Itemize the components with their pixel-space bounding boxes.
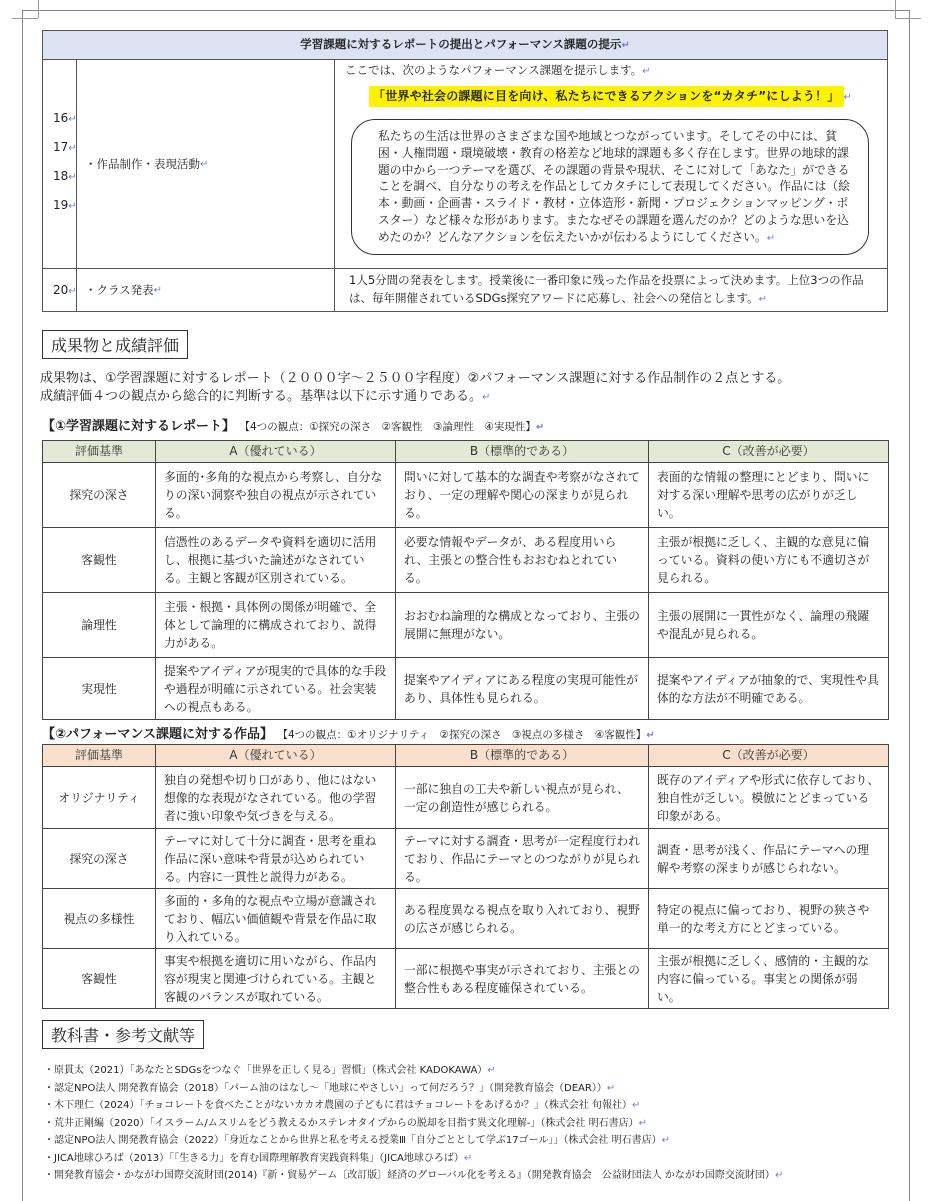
intro-line-2: 成績評価４つの観点から総合的に判断する。基準は以下に示す通りである。 — [40, 389, 483, 404]
crop-mark-top-left — [30, 0, 39, 18]
rubric-cell-c: 表面的な情報の整理にとどまり、問いに対する深い理解や思考の広がりが乏しい。 — [649, 463, 889, 528]
class-presentation-description: 1人5分間の発表をします。授業後に一番印象に残った作品を投票によって決めます。上位3つの作品は、毎年開催されているSDGs探究アワードに応募し、社会への発信とします。↵ — [335, 269, 888, 312]
activity-label: ・クラス発表 — [85, 283, 154, 297]
table-row — [43, 889, 889, 949]
rubric-cell-a: 多面的・多角的な視点や立場が意識されており、幅広い価値観や背景を作品に取り入れている。 — [156, 889, 396, 949]
activity-cell: ・クラス発表 ↵ — [77, 269, 335, 312]
rubric-criterion: 視点の多様性 — [43, 889, 156, 949]
rubric-cell-b: 提案やアイディアにある程度の実現可能性があり、具体性も見られる。 — [396, 658, 649, 720]
rubric-header: B（標準的である） — [396, 745, 649, 767]
table-row — [43, 60, 888, 269]
task-description: ここでは、次のようなパフォーマンス課題を提示します。↵ 「世界や社会の課題に目を向け、私たちにできるアクションを“カタチ”にしよう！」 ↵ 私たちの生活は世界のさまざまな国や地域とつながっています。そしてその中には、貧困・人権問題・環境破壊・教育の格差など地球的課題も多く存在します。世界の地球的課題の中から一つテーマを選び、その課題の背景や現状、そこに対して「あなた」ができることを調べ、自分なりの考えを作品としてカタチにして表現してください。作品には（絵本・動画・企画書・スライド・教材・立体造形・新聞・プロジェクションマッピング・ポスター）など様々な形があります。またなぜその課題を選んだのか？どのような思いを込めたのか？どんなアクションを伝えたいかが伝わるようにしてください。↵ — [335, 60, 888, 269]
list-item: ・木下理仁（2024）「チョコレートを食べたことがないカカオ農園の子どもに君はチョコレートをあげるか？」（株式会社 旬報社）↵ — [44, 1100, 641, 1111]
table-row — [43, 829, 889, 889]
list-item: ・認定NPO法人 開発教育協会（2022）「身近なことから世界と私を考える授業Ⅲ「自分ごととして学ぶ17ゴール」」（株式会社 明石書店）↵ — [44, 1135, 670, 1146]
work-note: 【4つの観点：①オリジナリティ ②探究の深さ ③視点の多様さ ④客観性】 — [277, 729, 647, 741]
crop-mark-top-right — [895, 0, 896, 18]
reference-list — [44, 1062, 904, 1185]
rubric-cell-b: 一部に根拠や事実が示されており、主張との整合性もある程度確保されている。 — [396, 949, 649, 1009]
rubric-cell-c: 調査・思考が浅く、作品にテーマへの理解や考察の深まりが感じられない。 — [649, 829, 889, 889]
rubric-cell-b: テーマに対する調査・思考が一定程度行われており、作品にテーマとのつながりが見られる。 — [396, 829, 649, 889]
rubric-cell-c: 既存のアイディアや形式に依存しており、独自性が乏しい。模倣にとどまっている印象がある。 — [649, 767, 889, 829]
rubric-header: C（改善が必要） — [649, 745, 889, 767]
report-rubric-table — [42, 440, 889, 720]
lesson-number: 20 — [53, 283, 69, 297]
intro-line-1: 成果物は、①学習課題に対するレポート（２０００字～２５００字程度）②パフォーマンス課題に対する作品制作の２点とする。 — [40, 371, 791, 386]
task-bubble-text: 私たちの生活は世界のさまざまな国や地域とつながっています。そしてその中には、貧困・人権問題・環境破壊・教育の格差など地球的課題も多く存在します。世界の地球的課題の中から一つテーマを選び、その課題の背景や現状、そこに対して「あなた」ができることを調べ、自分なりの考えを作品としてカタチにして表現してください。作品には（絵本・動画・企画書・スライド・教材・立体造形・新聞・プロジェクションマッピング・ポスター）など様々な形があります。またなぜその課題を選んだのか？どのような思いを込めたのか？どんなアクションを伝えたいかが伝わるようにしてください。 — [378, 129, 850, 244]
references-heading-text: 教科書・参考文献等 — [51, 1026, 196, 1045]
rubric-cell-b: おおむね論理的な構成となっており、主張の展開に無理がない。 — [396, 593, 649, 658]
list-item: ・荒井正剛編（2020）「イスラーム/ムスリムをどう教えるかステレオタイプからの脱却を目指す異文化理解-」（株式会社 明石書店）↵ — [44, 1117, 647, 1129]
task-lead-text: ここでは、次のようなパフォーマンス課題を提示します。 — [345, 63, 643, 77]
work-subheading: 【②パフォーマンス課題に対する作品】 【4つの観点：①オリジナリティ ②探究の深さ ③視点の多様さ ④客観性】↵ — [42, 727, 655, 742]
report-subheading: 【①学習課題に対するレポート】 【4つの観点：①探究の深さ ②客観性 ③論理性 ④実現性】↵ — [42, 419, 545, 434]
activity-cell: ・作品制作・表現活動 ↵ — [77, 60, 335, 269]
rubric-cell-a: 提案やアイディアが現実的で具体的な手段や過程が明確に示されている。社会実装への視点もある。 — [156, 658, 396, 720]
table-row — [43, 269, 888, 312]
lesson-number: 16 — [53, 111, 69, 125]
rubric-cell-c: 特定の視点に偏っており、視野の狭さや単一的な考え方にとどまっている。 — [649, 889, 889, 949]
table-row — [43, 463, 889, 528]
performance-task-table — [42, 30, 888, 312]
lesson-number: 19 — [53, 198, 69, 212]
crop-mark-top-right-h — [895, 18, 921, 19]
performance-title-text: 学習課題に対するレポートの提出とパフォーマンス課題の提示 — [300, 37, 622, 51]
class-presentation-text: 1人5分間の発表をします。授業後に一番印象に残った作品を投票によって決めます。上位3つの作品は、毎年開催されているSDGs探究アワードに応募し、社会への発信とします。 — [349, 273, 864, 305]
rubric-header: C（改善が必要） — [649, 441, 889, 463]
rubric-cell-c: 主張が根拠に乏しく、主観的な意見に偏っている。資料の使い方にも不適切さが見られる。 — [649, 528, 889, 593]
evaluation-intro: 成果物は、①学習課題に対するレポート（２０００字～２５００字程度）②パフォーマンス課題に対する作品制作の２点とする。 成績評価４つの観点から総合的に判断する。基準は以下に示す通りである。↵ — [40, 371, 791, 404]
rubric-header: A（優れている） — [156, 745, 396, 767]
activity-label: ・作品制作・表現活動 — [85, 157, 200, 171]
rubric-cell-a: 事実や根拠を適切に用いながら、作品内容が現実と関連づけられている。主観と客観のバランスが取れている。 — [156, 949, 396, 1009]
table-row — [43, 767, 889, 829]
rubric-criterion: 探究の深さ — [43, 463, 156, 528]
rubric-criterion: 客観性 — [43, 949, 156, 1009]
lesson-number: 17 — [53, 140, 69, 154]
section-heading-references — [42, 1020, 204, 1049]
table-row — [43, 949, 889, 1009]
table-row — [43, 593, 889, 658]
rubric-header: A（優れている） — [156, 441, 396, 463]
rubric-cell-a: 多面的･多角的な視点から考察し、自分なりの深い洞察や独自の視点が示されている。 — [156, 463, 396, 528]
list-item: ・原貫太（2021）「あなたとSDGsをつなぐ「世界を正しく見る」習慣」（株式会社 KADOKAWA）↵ — [44, 1065, 496, 1076]
evaluation-heading-text: 成果物と成績評価 — [51, 336, 180, 355]
list-item: ・認定NPO法人 開発教育協会（2018）「パーム油のはなし～「地球にやさしい」って何だろう？」（開発教育協会（DEAR））↵ — [44, 1082, 616, 1094]
list-item: ・開発教育協会・かながわ国際交流財団(2014)『新・貿易ゲーム〔改訂版〕経済のグローバル化を考える』（開発教育協会 公益財団法人 かながわ国際交流財団）↵ — [44, 1170, 784, 1181]
work-title: 【②パフォーマンス課題に対する作品】 — [42, 727, 273, 742]
table-row — [43, 528, 889, 593]
rubric-criterion: 論理性 — [43, 593, 156, 658]
rubric-criterion: 実現性 — [43, 658, 156, 720]
rubric-cell-c: 主張の展開に一貫性がなく、論理の飛躍や混乱が見られる。 — [649, 593, 889, 658]
rubric-cell-c: 提案やアイディアが抽象的で、実現性や具体的な方法が不明確である。 — [649, 658, 889, 720]
rubric-cell-b: 一部に独自の工夫や新しい視点が見られ、一定の創造性が感じられる。 — [396, 767, 649, 829]
rubric-cell-a: 信憑性のあるデータや資料を適切に活用し、根拠に基づいた論述がなされている。主観と客観が区別されている。 — [156, 528, 396, 593]
rubric-cell-b: ある程度異なる視点を取り入れており、視野の広さが感じられる。 — [396, 889, 649, 949]
rubric-header: 評価基準 — [43, 441, 156, 463]
crop-mark-top-left-h — [12, 18, 38, 19]
table-row — [43, 658, 889, 720]
lesson-number: 18 — [53, 169, 69, 183]
report-title: 【①学習課題に対するレポート】 — [42, 419, 236, 434]
performance-table-title: 学習課題に対するレポートの提出とパフォーマンス課題の提示↵ — [43, 31, 888, 60]
rubric-header: 評価基準 — [43, 745, 156, 767]
work-rubric-table — [42, 744, 889, 1009]
rubric-cell-b: 必要な情報やデータが、ある程度用いられ、主張との整合性もおおむねとれている。 — [396, 528, 649, 593]
rubric-cell-b: 問いに対して基本的な調査や考察がなされており、一定の理解や関心の深まりが見られる。 — [396, 463, 649, 528]
rubric-cell-a: 独自の発想や切り口があり、他にはない想像的な表現がなされている。他の学習者に強い印象や気づきを与える。 — [156, 767, 396, 829]
list-item: ・JICA地球ひろば（2013）「「生きる力」を育む国際理解教育実践資料集」（JICA地球ひろば）↵ — [44, 1152, 473, 1164]
lesson-numbers: 16↵ 17↵ 18↵ 19↵ — [43, 60, 77, 269]
task-bubble: 私たちの生活は世界のさまざまな国や地域とつながっています。そしてその中には、貧困・人権問題・環境破壊・教育の格差など地球的課題も多く存在します。世界の地球的課題の中から一つテーマを選び、その課題の背景や現状、そこに対して「あなた」ができることを調べ、自分なりの考えを作品としてカタチにして表現してください。作品には（絵本・動画・企画書・スライド・教材・立体造形・新聞・プロジェクションマッピング・ポスター）など様々な形があります。またなぜその課題を選んだのか？どのような思いを込めたのか？どんなアクションを伝えたいかが伝わるようにしてください。↵ — [351, 119, 869, 255]
rubric-cell-a: テーマに対して十分に調査・思考を重ね作品に深い意味や背景が込められている。内容に一貫性と説得力がある。 — [156, 829, 396, 889]
lesson-numbers: 20↵ — [43, 269, 77, 312]
task-highlight: 「世界や社会の課題に目を向け、私たちにできるアクションを“カタチ”にしよう！」 — [369, 86, 844, 107]
report-note: 【4つの観点：①探究の深さ ②客観性 ③論理性 ④実現性】 — [239, 421, 536, 433]
section-heading-evaluation — [42, 330, 188, 359]
rubric-header: B（標準的である） — [396, 441, 649, 463]
rubric-criterion: 客観性 — [43, 528, 156, 593]
rubric-criterion: 探究の深さ — [43, 829, 156, 889]
rubric-criterion: オリジナリティ — [43, 767, 156, 829]
rubric-cell-a: 主張・根拠・具体例の関係が明確で、全体として論理的に構成されており、説得力がある。 — [156, 593, 396, 658]
rubric-cell-c: 主張が根拠に乏しく、感情的・主観的な内容に偏っている。事実との関係が弱い。 — [649, 949, 889, 1009]
